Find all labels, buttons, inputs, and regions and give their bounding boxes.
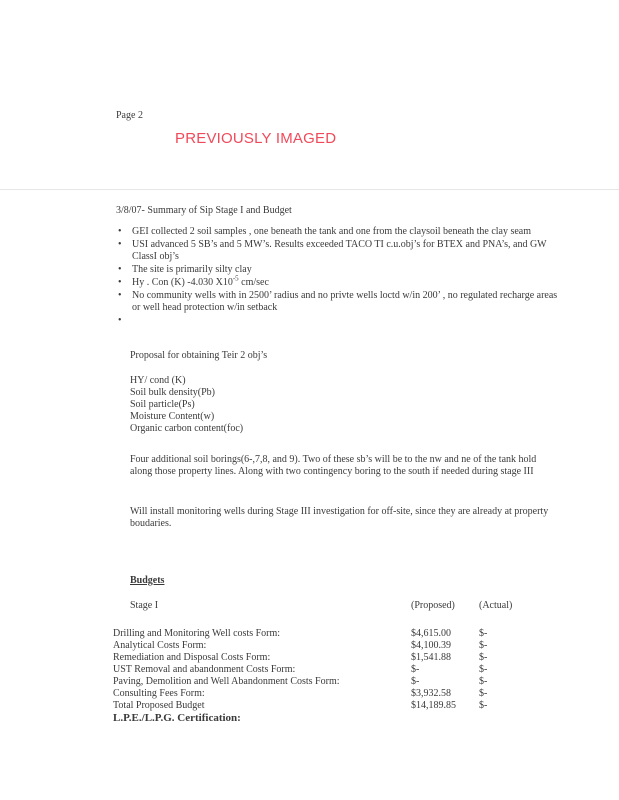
table-row: Total Proposed Budget $14,189.85 $- [113,700,488,711]
stage-label: Stage I [130,600,159,611]
table-row: Consulting Fees Form: $3,932.58 $- [113,688,488,699]
certification-heading: L.P.E./L.P.G. Certification: [113,712,241,724]
list-item: • The site is primarily silty clay [118,264,558,276]
list-item: Moisture Content(w) [130,411,215,422]
table-row: UST Removal and abandonment Costs Form: $- $- [113,664,488,675]
table-row: Paving, Demolition and Well Abandonment Costs Form: $- $- [113,676,488,687]
summary-heading: 3/8/07- Summary of Sip Stage I and Budget [116,205,292,216]
table-row: Analytical Costs Form: $4,100.39 $- [113,640,488,651]
scan-divider [0,189,619,190]
list-item: • GEI collected 2 soil samples , one beneath the tank and one from the claysoil beneath the clay seam [118,226,558,238]
list-item: • USI advanced 5 SB’s and 5 MW’s. Results exceeded TACO TI c.u.obj’s for BTEX and PNA’s, and GW ClassI obj’s [118,239,558,263]
previously-imaged-stamp: PREVIOUSLY IMAGED [175,130,337,147]
list-item: • No community wells with in 2500’ radius and no privte wells loctd w/in 200’ , no regulated recharge areas or well head protection w/in setback [118,290,558,314]
borings-paragraph: Four additional soil borings(6-,7,8, and 9). Two of these sb’s will be to the nw and ne of the tank hold along those property lines. Along with two contingency boring to the south if needed during stage III [130,454,537,477]
table-row: Drilling and Monitoring Well costs Form: $4,615.00 $- [113,628,488,639]
list-item [118,315,558,327]
parameter-list [130,375,243,435]
list-item: • Hy . Con (K) -4.030 $X10^{-5}$ cm/sec [118,277,558,289]
page-label: Page 2 [116,110,143,121]
budgets-heading: Budgets [130,575,165,586]
table-row: Remediation and Disposal Costs Form: $1,541.88 $- [113,652,488,663]
proposal-heading: Proposal for obtaining Teir 2 obj’s [130,350,268,361]
list-item: HY/ cond (K) [130,375,186,386]
list-item: Organic carbon content(foc) [130,423,244,434]
proposed-column-header: (Proposed) [411,600,455,611]
exponent: -5 [232,274,239,283]
wells-paragraph: Will install monitoring wells during Stage III investigation for off-site, since they are already at property boudaries. [130,506,549,529]
summary-bullets [118,226,558,328]
actual-column-header: (Actual) [479,600,513,611]
list-item: Soil bulk density(Pb) [130,387,216,398]
list-item: Soil particle(Ps) [130,399,195,410]
